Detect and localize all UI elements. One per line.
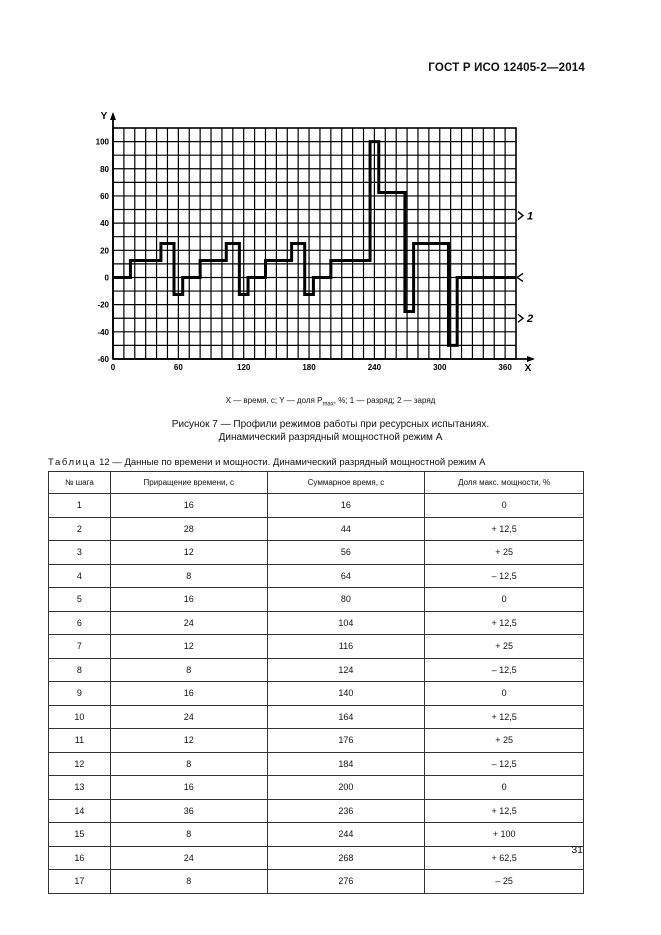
table-cell: 244 bbox=[267, 823, 425, 847]
legend-sub: max bbox=[322, 401, 334, 408]
x-tick-label: 300 bbox=[433, 363, 447, 372]
table-row bbox=[49, 611, 584, 635]
table-cell: 7 bbox=[49, 635, 111, 659]
table-cell: 44 bbox=[267, 517, 425, 541]
y-tick-label: -20 bbox=[97, 300, 109, 310]
table-cell: 268 bbox=[267, 846, 425, 870]
figure-caption-line1: Рисунок 7 — Профили режимов работы при ресурсных испытаниях. bbox=[171, 419, 490, 430]
table-cell: 8 bbox=[49, 658, 111, 682]
table-row bbox=[49, 776, 584, 800]
table-cell: – 12,5 bbox=[425, 658, 584, 682]
table-cell: + 12,5 bbox=[425, 799, 584, 823]
table-cell: 8 bbox=[110, 823, 267, 847]
table-cell: 8 bbox=[110, 870, 267, 894]
table-cell: 0 bbox=[425, 588, 584, 612]
table-cell: 116 bbox=[267, 635, 425, 659]
table-cell: 80 bbox=[267, 588, 425, 612]
table-cell: + 12,5 bbox=[425, 517, 584, 541]
table-cell: 16 bbox=[110, 682, 267, 706]
table-cell: 164 bbox=[267, 705, 425, 729]
x-tick-label: 60 bbox=[173, 363, 183, 372]
y-tick-label: 100 bbox=[95, 137, 109, 147]
standard-header: ГОСТ Р ИСО 12405-2—2014 bbox=[428, 62, 585, 74]
table-cell: 6 bbox=[49, 611, 111, 635]
region-label: 1 bbox=[527, 210, 534, 223]
data-table bbox=[48, 471, 584, 894]
table-cell: 56 bbox=[267, 541, 425, 565]
table-row bbox=[49, 635, 584, 659]
table-row bbox=[49, 870, 584, 894]
table-row bbox=[49, 541, 584, 565]
table-row bbox=[49, 564, 584, 588]
table-row bbox=[49, 517, 584, 541]
legend-suffix: , %; 1 — разряд; 2 — заряд bbox=[333, 396, 436, 405]
y-tick-label: 20 bbox=[100, 246, 109, 256]
region-bracket-icon bbox=[518, 212, 523, 220]
table-cell: 11 bbox=[49, 729, 111, 753]
table-cell: 16 bbox=[267, 494, 425, 518]
figure-caption-line2: Динамический разрядный мощностной режим А bbox=[218, 432, 443, 443]
table-cell: 2 bbox=[49, 517, 111, 541]
zero-marker-icon bbox=[517, 273, 523, 281]
table-row bbox=[49, 658, 584, 682]
table-cell: 12 bbox=[49, 752, 111, 776]
x-axis-label: X bbox=[524, 363, 532, 374]
table-cell: 36 bbox=[110, 799, 267, 823]
table-cell: 0 bbox=[425, 682, 584, 706]
table-cell: 236 bbox=[267, 799, 425, 823]
table-cell: 24 bbox=[110, 705, 267, 729]
table-cell: – 12,5 bbox=[425, 564, 584, 588]
series-line bbox=[113, 142, 516, 346]
y-axis-label: Y bbox=[100, 111, 108, 122]
x-tick-label: 360 bbox=[498, 363, 512, 372]
table-cell: – 12,5 bbox=[425, 752, 584, 776]
table-row bbox=[49, 799, 584, 823]
table-cell: + 25 bbox=[425, 635, 584, 659]
table-cell: 200 bbox=[267, 776, 425, 800]
table-cell: 17 bbox=[49, 870, 111, 894]
table-cell: 16 bbox=[110, 776, 267, 800]
y-axis-arrow-icon bbox=[110, 112, 116, 120]
table-cell: 24 bbox=[110, 846, 267, 870]
x-axis-arrow-icon bbox=[527, 356, 535, 362]
column-header: Суммарное время, с bbox=[267, 472, 425, 494]
region-bracket-icon bbox=[518, 314, 523, 322]
chart-series bbox=[113, 142, 516, 346]
figure-legend bbox=[0, 396, 661, 408]
table-row bbox=[49, 729, 584, 753]
y-tick-label: 40 bbox=[100, 219, 109, 229]
table-cell: 28 bbox=[110, 517, 267, 541]
table-cell: 8 bbox=[110, 752, 267, 776]
table-cell: 4 bbox=[49, 564, 111, 588]
table-cell: 3 bbox=[49, 541, 111, 565]
table-header-row bbox=[49, 472, 584, 494]
table-row bbox=[49, 588, 584, 612]
table-cell: + 25 bbox=[425, 729, 584, 753]
page-number: 31 bbox=[571, 844, 583, 856]
chart-region-labels bbox=[518, 211, 533, 326]
table-cell: 8 bbox=[110, 658, 267, 682]
table-row bbox=[49, 494, 584, 518]
x-tick-label: 120 bbox=[237, 363, 251, 372]
table-cell: + 62,5 bbox=[425, 846, 584, 870]
table-row bbox=[49, 846, 584, 870]
column-header: Доля макс. мощности, % bbox=[425, 472, 584, 494]
table-row bbox=[49, 705, 584, 729]
table-cell: + 100 bbox=[425, 823, 584, 847]
y-tick-label: -60 bbox=[97, 355, 109, 364]
table-cell: 140 bbox=[267, 682, 425, 706]
table-cell: 14 bbox=[49, 799, 111, 823]
table-cell: + 12,5 bbox=[425, 705, 584, 729]
table-row bbox=[49, 823, 584, 847]
legend-prefix: X — время, с; Y — доля P bbox=[225, 396, 323, 405]
table-cell: + 12,5 bbox=[425, 611, 584, 635]
table-cell: 176 bbox=[267, 729, 425, 753]
table-cell: 10 bbox=[49, 705, 111, 729]
table-cell: 9 bbox=[49, 682, 111, 706]
table-title-rest: 12 — Данные по времени и мощности. Динамический разрядный мощностной режим А bbox=[99, 457, 486, 468]
y-tick-label: -40 bbox=[97, 327, 109, 337]
table-cell: 124 bbox=[267, 658, 425, 682]
y-tick-label: 0 bbox=[104, 273, 109, 283]
table-cell: 15 bbox=[49, 823, 111, 847]
table-cell: 12 bbox=[110, 635, 267, 659]
table-cell: 1 bbox=[49, 494, 111, 518]
table-cell: 64 bbox=[267, 564, 425, 588]
x-tick-label: 0 bbox=[110, 363, 116, 372]
y-tick-label: 60 bbox=[100, 191, 109, 201]
table-row bbox=[49, 752, 584, 776]
region-label: 2 bbox=[527, 313, 534, 326]
column-header: Приращение времени, с bbox=[110, 472, 267, 494]
table-cell: 276 bbox=[267, 870, 425, 894]
table-title bbox=[48, 457, 485, 468]
table-cell: 12 bbox=[110, 541, 267, 565]
table-cell: 0 bbox=[425, 776, 584, 800]
table-cell: 24 bbox=[110, 611, 267, 635]
table-cell: 16 bbox=[49, 846, 111, 870]
table-cell: 13 bbox=[49, 776, 111, 800]
y-tick-label: 80 bbox=[100, 164, 109, 174]
figure-caption bbox=[0, 418, 661, 444]
table-cell: 8 bbox=[110, 564, 267, 588]
table-cell: + 25 bbox=[425, 541, 584, 565]
column-header: № шага bbox=[49, 472, 111, 494]
x-tick-label: 240 bbox=[367, 363, 382, 372]
table-row bbox=[49, 682, 584, 706]
table-cell: 16 bbox=[110, 494, 267, 518]
table-cell: 12 bbox=[110, 729, 267, 753]
table-cell: – 25 bbox=[425, 870, 584, 894]
table-cell: 5 bbox=[49, 588, 111, 612]
table-cell: 104 bbox=[267, 611, 425, 635]
x-tick-label: 180 bbox=[302, 363, 316, 372]
table-cell: 184 bbox=[267, 752, 425, 776]
power-profile-chart bbox=[0, 0, 661, 392]
table-cell: 0 bbox=[425, 494, 584, 518]
table-cell: 16 bbox=[110, 588, 267, 612]
table-title-word: Таблица bbox=[48, 457, 97, 468]
